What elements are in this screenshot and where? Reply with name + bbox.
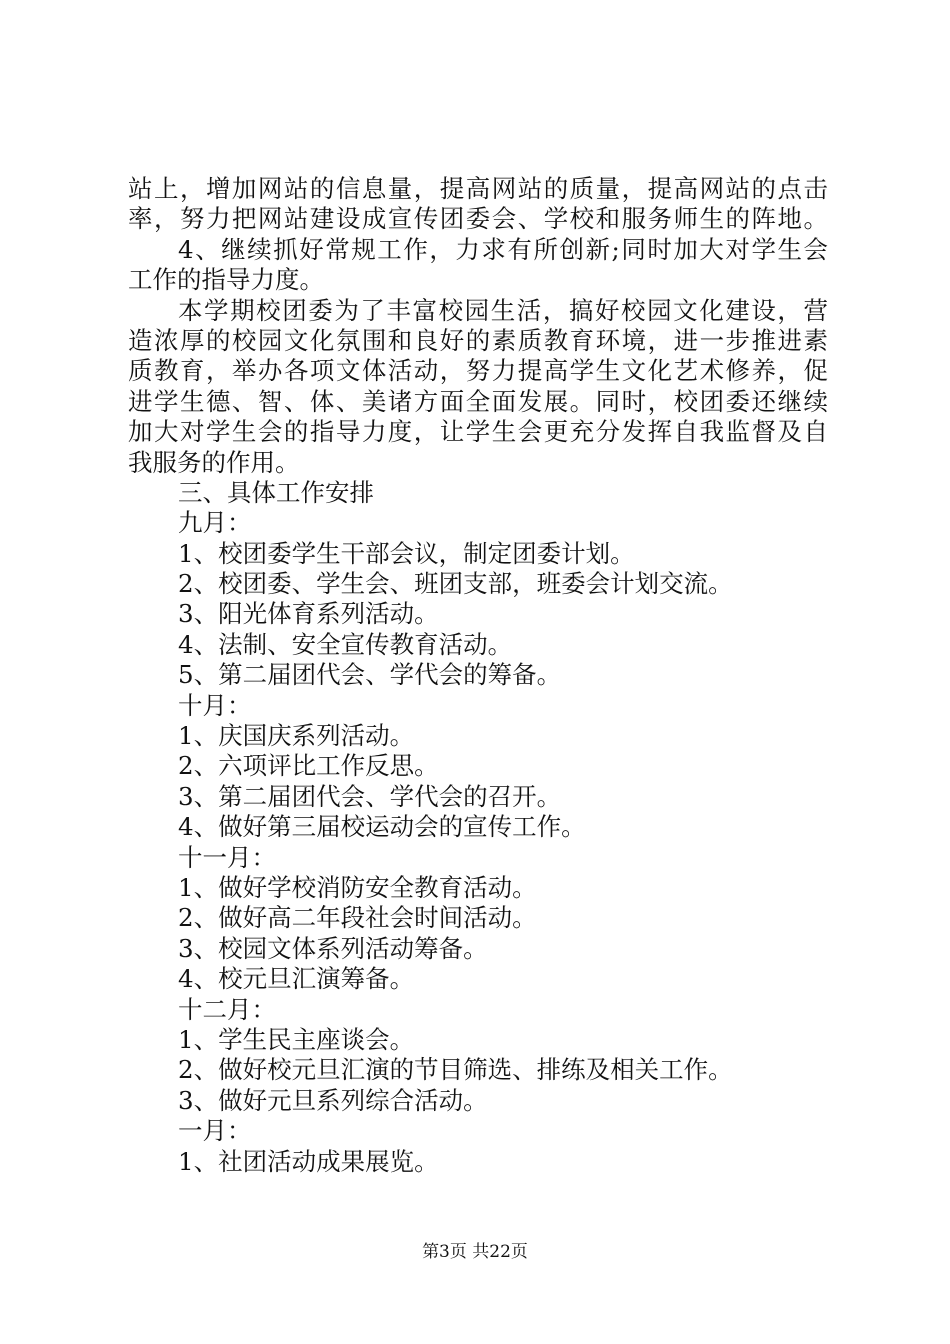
text-line: 造浓厚的校园文化氛围和良好的素质教育环境，进一步推进素 [128, 325, 828, 355]
text-line: 3、做好元旦系列综合活动。 [178, 1085, 488, 1115]
text-line: 2、做好校元旦汇演的节目筛选、排练及相关工作。 [178, 1055, 733, 1085]
text-line: 九月： [178, 508, 252, 538]
text-line: 4、继续抓好常规工作，力求有所创新;同时加大对学生会 [178, 234, 828, 264]
text-line: 2、六项评比工作反思。 [178, 751, 439, 781]
text-line: 十一月： [178, 842, 276, 872]
text-line: 3、校园文体系列活动筹备。 [178, 933, 488, 963]
text-line: 工作的指导力度。 [128, 265, 324, 295]
text-line: 3、阳光体育系列活动。 [178, 599, 439, 629]
text-line: 一月： [178, 1116, 252, 1146]
text-line: 2、校团委、学生会、班团支部，班委会计划交流。 [178, 569, 733, 599]
text-line: 1、学生民主座谈会。 [178, 1024, 415, 1054]
text-line: 本学期校团委为了丰富校园生活，搞好校园文化建设，营 [178, 295, 828, 325]
text-line: 站上，增加网站的信息量，提高网站的质量，提高网站的点击 [128, 174, 828, 203]
text-line: 质教育，举办各项文体活动，努力提高学生文化艺术修养，促 [128, 356, 828, 386]
text-line: 4、做好第三届校运动会的宣传工作。 [178, 812, 586, 842]
text-line: 率，努力把网站建设成宣传团委会、学校和服务师生的阵地。 [128, 204, 828, 234]
text-line: 2、做好高二年段社会时间活动。 [178, 903, 537, 933]
text-line: 三、具体工作安排 [178, 477, 374, 507]
text-line: 我服务的作用。 [128, 447, 300, 477]
text-line: 4、法制、安全宣传教育活动。 [178, 629, 513, 659]
page-number-label: 第3页 共22页 [422, 1242, 528, 1262]
text-line: 4、校元旦汇演筹备。 [178, 964, 415, 994]
page-footer [0, 1240, 950, 1264]
text-line: 5、第二届团代会、学代会的筹备。 [178, 660, 562, 690]
text-line: 加大对学生会的指导力度，让学生会更充分发挥自我监督及自 [128, 417, 828, 447]
text-line: 1、做好学校消防安全教育活动。 [178, 872, 537, 902]
text-line: 1、校团委学生干部会议，制定团委计划。 [178, 538, 635, 568]
text-line: 1、社团活动成果展览。 [178, 1146, 439, 1176]
text-line: 十二月： [178, 994, 276, 1024]
text-line: 3、第二届团代会、学代会的召开。 [178, 781, 562, 811]
document-body [128, 174, 828, 1177]
text-line: 1、庆国庆系列活动。 [178, 721, 415, 751]
text-line: 十月： [178, 690, 252, 720]
text-line: 进学生德、智、体、美诸方面全面发展。同时，校团委还继续 [128, 386, 828, 416]
